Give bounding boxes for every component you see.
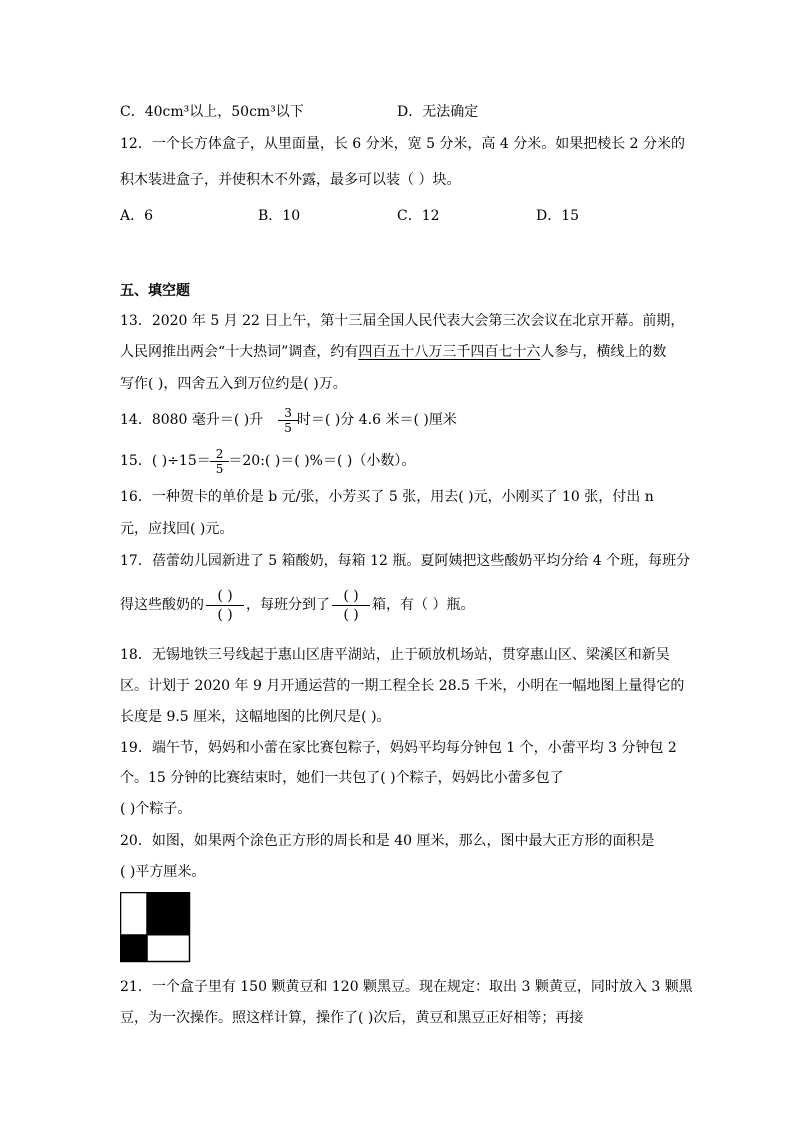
q15-part-1: 15．( )÷15＝ (120, 453, 211, 469)
q12-line-2: 积木装进盒子，并使积木不外露，最多可以装（ ）块。 (120, 172, 461, 188)
q13-line-2 (120, 342, 666, 362)
q17-line-2-c: 箱，有（ ）瓶。 (372, 597, 475, 613)
q18-line-1: 18．无锡地铁三号线起于惠山区唐平湖站，止于硕放机场站，贯穿惠山区、梁溪区和新吴 (120, 647, 670, 663)
q20-line-1: 20．如图，如果两个涂色正方形的周长和是 40 厘米，那么，图中最大正方形的面积是 (120, 833, 655, 849)
q15-fraction (213, 447, 227, 476)
q11-option-d: D．无法确定 (397, 104, 479, 120)
section-title: 五、填空题 (120, 283, 190, 299)
q13-line-2-post: 人参与，横线上的数 (540, 344, 667, 360)
q15-fraction-numerator: 2 (215, 446, 224, 461)
q19-line-3: ( )个粽子。 (120, 801, 192, 817)
shaded-large-square (147, 893, 190, 936)
q14-fraction (281, 406, 295, 435)
q12-option-d: D．15 (536, 208, 580, 224)
q14-fraction-denominator: 5 (284, 420, 292, 435)
q16-line-2: 元，应找回( )元。 (120, 521, 234, 537)
q13-line-3: 写作( )，四舍五入到万位约是( )万。 (120, 376, 347, 392)
q11-option-c: C．40cm³以上，50cm³以下 (120, 104, 304, 120)
q14-fraction-numerator: 3 (284, 405, 292, 420)
q12-line-1: 12．一个长方体盒子，从里面量，长 6 分米，宽 5 分米，高 4 分米。如果把棱长 2 分米的 (120, 136, 686, 152)
q15-line (120, 443, 415, 479)
shaded-small-square (121, 935, 148, 962)
q14-part-1: 14．8080 毫升＝( )升 (120, 412, 264, 428)
q14-line (120, 402, 457, 438)
q17-line-2 (120, 582, 474, 628)
q17-line-1: 17．蓓蕾幼儿园新进了 5 箱酸奶，每箱 12 瓶。夏阿姨把这些酸奶平均分给 4 个班，每班分 (120, 553, 691, 569)
q19-line-2: 个。15 分钟的比赛结束时，她们一共包了( )个粽子，妈妈比小蕾多包了 (120, 770, 564, 786)
q14-part-2: 时＝( )分 4.6 米＝( )厘米 (296, 412, 457, 428)
q19-line-1: 19．端午节，妈妈和小蕾在家比赛包粽子，妈妈平均每分钟包 1 个，小蕾平均 3 分钟包 2 (120, 740, 677, 756)
squares-figure (120, 892, 192, 964)
q17-blank-fraction-1 (206, 587, 244, 624)
q15-fraction-denominator: 5 (215, 461, 224, 476)
q13-line-1: 13．2020 年 5 月 22 日上午，第十三届全国人民代表大会第三次会议在北京开幕。前期， (120, 313, 685, 329)
q17-blank-fraction-2 (332, 587, 370, 624)
q17-blank-numerator-2: ( ) (343, 587, 359, 604)
q17-blank-denominator-2: ( ) (343, 606, 359, 623)
q17-blank-numerator-1: ( ) (217, 587, 233, 604)
q21-line-2: 豆，为一次操作。照这样计算，操作了( )次后，黄豆和黑豆正好相等；再接 (120, 1010, 584, 1026)
q17-line-2-a: 得这些酸奶的 (120, 597, 204, 613)
q18-line-3: 长度是 9.5 厘米，这幅地图的比例尺是( )。 (120, 709, 391, 725)
q16-line-1: 16．一种贺卡的单价是 b 元/张，小芳买了 5 张，用去( )元，小刚买了 10 张，付出 n (120, 489, 654, 505)
q13-underlined-number: 四百五十八万三千四百七十六 (358, 344, 541, 360)
q15-part-2: ＝20:( )＝( )%＝( )（小数）。 (228, 453, 416, 469)
q20-line-2: ( )平方厘米。 (120, 864, 206, 880)
q17-blank-denominator-1: ( ) (217, 606, 233, 623)
q13-line-2-pre: 人民网推出两会“十大热词”调查，约有 (120, 344, 359, 360)
q21-line-1: 21．一个盒子里有 150 颗黄豆和 120 颗黑豆。现在规定：取出 3 颗黄豆，同时放入 3 颗黑 (120, 979, 693, 995)
q17-line-2-b: ，每班分到了 (246, 597, 330, 613)
q12-option-c: C．12 (397, 208, 440, 224)
q12-option-a: A．6 (120, 208, 154, 224)
q12-option-b: B．10 (258, 208, 301, 224)
q18-line-2: 区。计划于 2020 年 9 月开通运营的一期工程全长 28.5 千米，小明在一幅地图上量得它的 (120, 678, 685, 694)
